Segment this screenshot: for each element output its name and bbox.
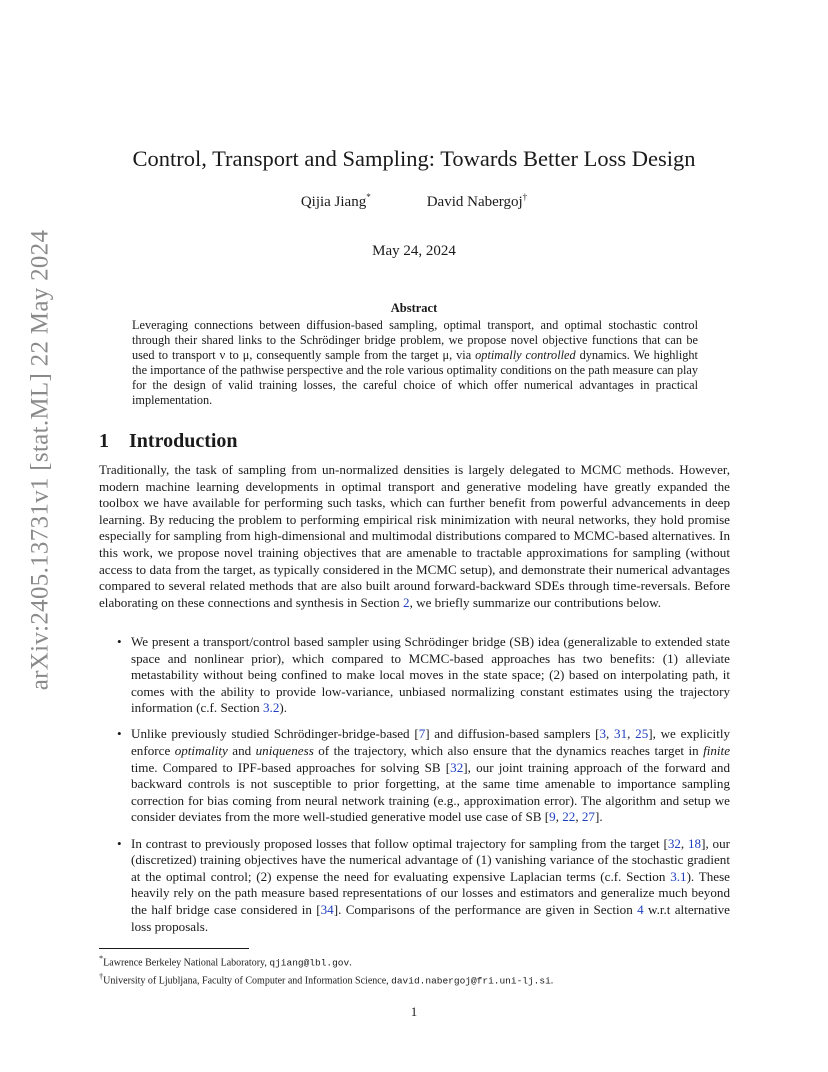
paper-title: Control, Transport and Sampling: Towards Better Loss Design <box>132 146 696 171</box>
arxiv-identifier <box>18 229 62 691</box>
footnotes <box>99 952 730 988</box>
citation-link[interactable]: 7 <box>418 726 426 742</box>
citation-link[interactable]: 27 <box>581 809 595 825</box>
section-heading: 1 Introduction <box>99 430 238 452</box>
footnote-divider <box>99 948 249 949</box>
author-list <box>0 192 828 211</box>
citation-link[interactable]: 9 <box>549 809 556 825</box>
paper-date: May 24, 2024 <box>372 243 456 259</box>
citation-link[interactable]: 32 <box>667 835 681 851</box>
footnote-1: *Lawrence Berkeley National Laboratory, qjiang@lbl.gov. <box>99 954 352 969</box>
abstract-heading: Abstract <box>390 301 438 315</box>
abstract-text: Leveraging connections between diffusion-based sampling, optimal transport, and optimal stochastic control through their shared links to the Schrödinger bridge problem, we propose novel objective functions that can be used to transport ν to μ, consequently sample from the target μ, via optimally controlled dynamics. We highlight the importance of the pathwise perspective and the role various optimality conditions on the path measure can play for the design of valid training losses, the careful choice of which offer numerical advantages in practical implementation. <box>132 318 698 408</box>
footnote-2: †University of Ljubljana, Faculty of Computer and Information Science, david.nabergoj@fri.uni-lj.si. <box>99 971 554 987</box>
citation-link[interactable]: 32 <box>450 759 464 775</box>
citation-link[interactable]: 22 <box>562 809 576 825</box>
citation-link[interactable]: 31 <box>614 726 628 742</box>
section-link[interactable]: 4 <box>637 901 644 917</box>
section-link[interactable]: 3.2 <box>263 700 280 716</box>
citation-link[interactable]: 25 <box>635 726 649 742</box>
list-item: • We present a transport/control based sampler using Schrödinger bridge (SB) idea (generalizable to extended state space and nonlinear prior), which compared to MCMC-based approaches has two benefits: (1) alleviate metastability without being confined to make local moves in the state space; (2) based on interpolating path, it comes with the ability to provide low-variance, unbiased normalizing constant estimates using the trajectory information (c.f. Section 3.2). <box>117 634 730 716</box>
citation-link[interactable]: 34 <box>320 901 334 917</box>
arxiv-identifier-text: arXiv:2405.13731v1 [stat.ML] 22 May 2024 <box>26 229 53 691</box>
section-link[interactable]: 2 <box>403 594 410 610</box>
email-link[interactable]: david.nabergoj@fri.uni-lj.si <box>391 975 551 987</box>
citation-link[interactable]: 18 <box>688 835 702 851</box>
list-item: • Unlike previously studied Schrödinger-bridge-based [7] and diffusion-based samplers [3, 31, 25], we explicitly enforce optimality and uniqueness of the trajectory, which also ensure that the dynamics reaches target in finite time. Compared to IPF-based approaches for solving SB [32], our joint training approach of the forward and backward controls is not susceptible to prior forgetting, at the same time amenable to importance sampling correction for bias coming from neural network training (e.g., approximation error). The algorithm and setup we consider deviates from the more well-studied generative model use case of SB [9, 22, 27]. <box>117 726 731 825</box>
author-1: Qijia Jiang* <box>300 192 371 210</box>
list-item: • In contrast to previously proposed losses that follow optimal trajectory for sampling from the target [32, 18], our (discretized) training objectives have the numerical advantage of (1) vanishing variance of the stochastic gradient at the optimal control; (2) expense the need for evaluating expensive Laplacian terms (c.f. Section 3.1). These heavily rely on the path measure based representations of our losses and estimators and generalize much beyond the half bridge case considered in [34]. Comparisons of the performance are given in Section 4 w.r.t alternative loss proposals. <box>117 835 730 934</box>
author-2: David Nabergoj† <box>426 192 528 210</box>
contribution-list <box>99 634 730 945</box>
section-link[interactable]: 3.1 <box>670 868 687 884</box>
email-link[interactable]: qjiang@lbl.gov <box>269 957 350 969</box>
citation-link[interactable]: 3 <box>599 726 607 742</box>
page-number: 1 <box>410 1004 418 1019</box>
intro-paragraph: Traditionally, the task of sampling from un-normalized densities is largely delegated to MCMC methods. However, modern machine learning developments in optimal transport and generative modeling have greatly expanded the toolbox we have available for performing such tasks, which can further benefit from powerful advancements in deep learning. By reducing the problem to performing empirical risk minimization with neural networks, they hold promise especially for sampling from high-dimensional and multimodal distributions compared to MCMC-based alternatives. In this work, we propose novel training objectives that are amenable to tractable approximations for sampling (without access to data from the target, as typically considered in the MCMC setup), and demonstrate their numerical advantages compared to several related methods that are also built around forward-backward SDEs through time-reversals. Before elaborating on these connections and synthesis in Section 2, we briefly summarize our contributions below. <box>99 462 730 610</box>
